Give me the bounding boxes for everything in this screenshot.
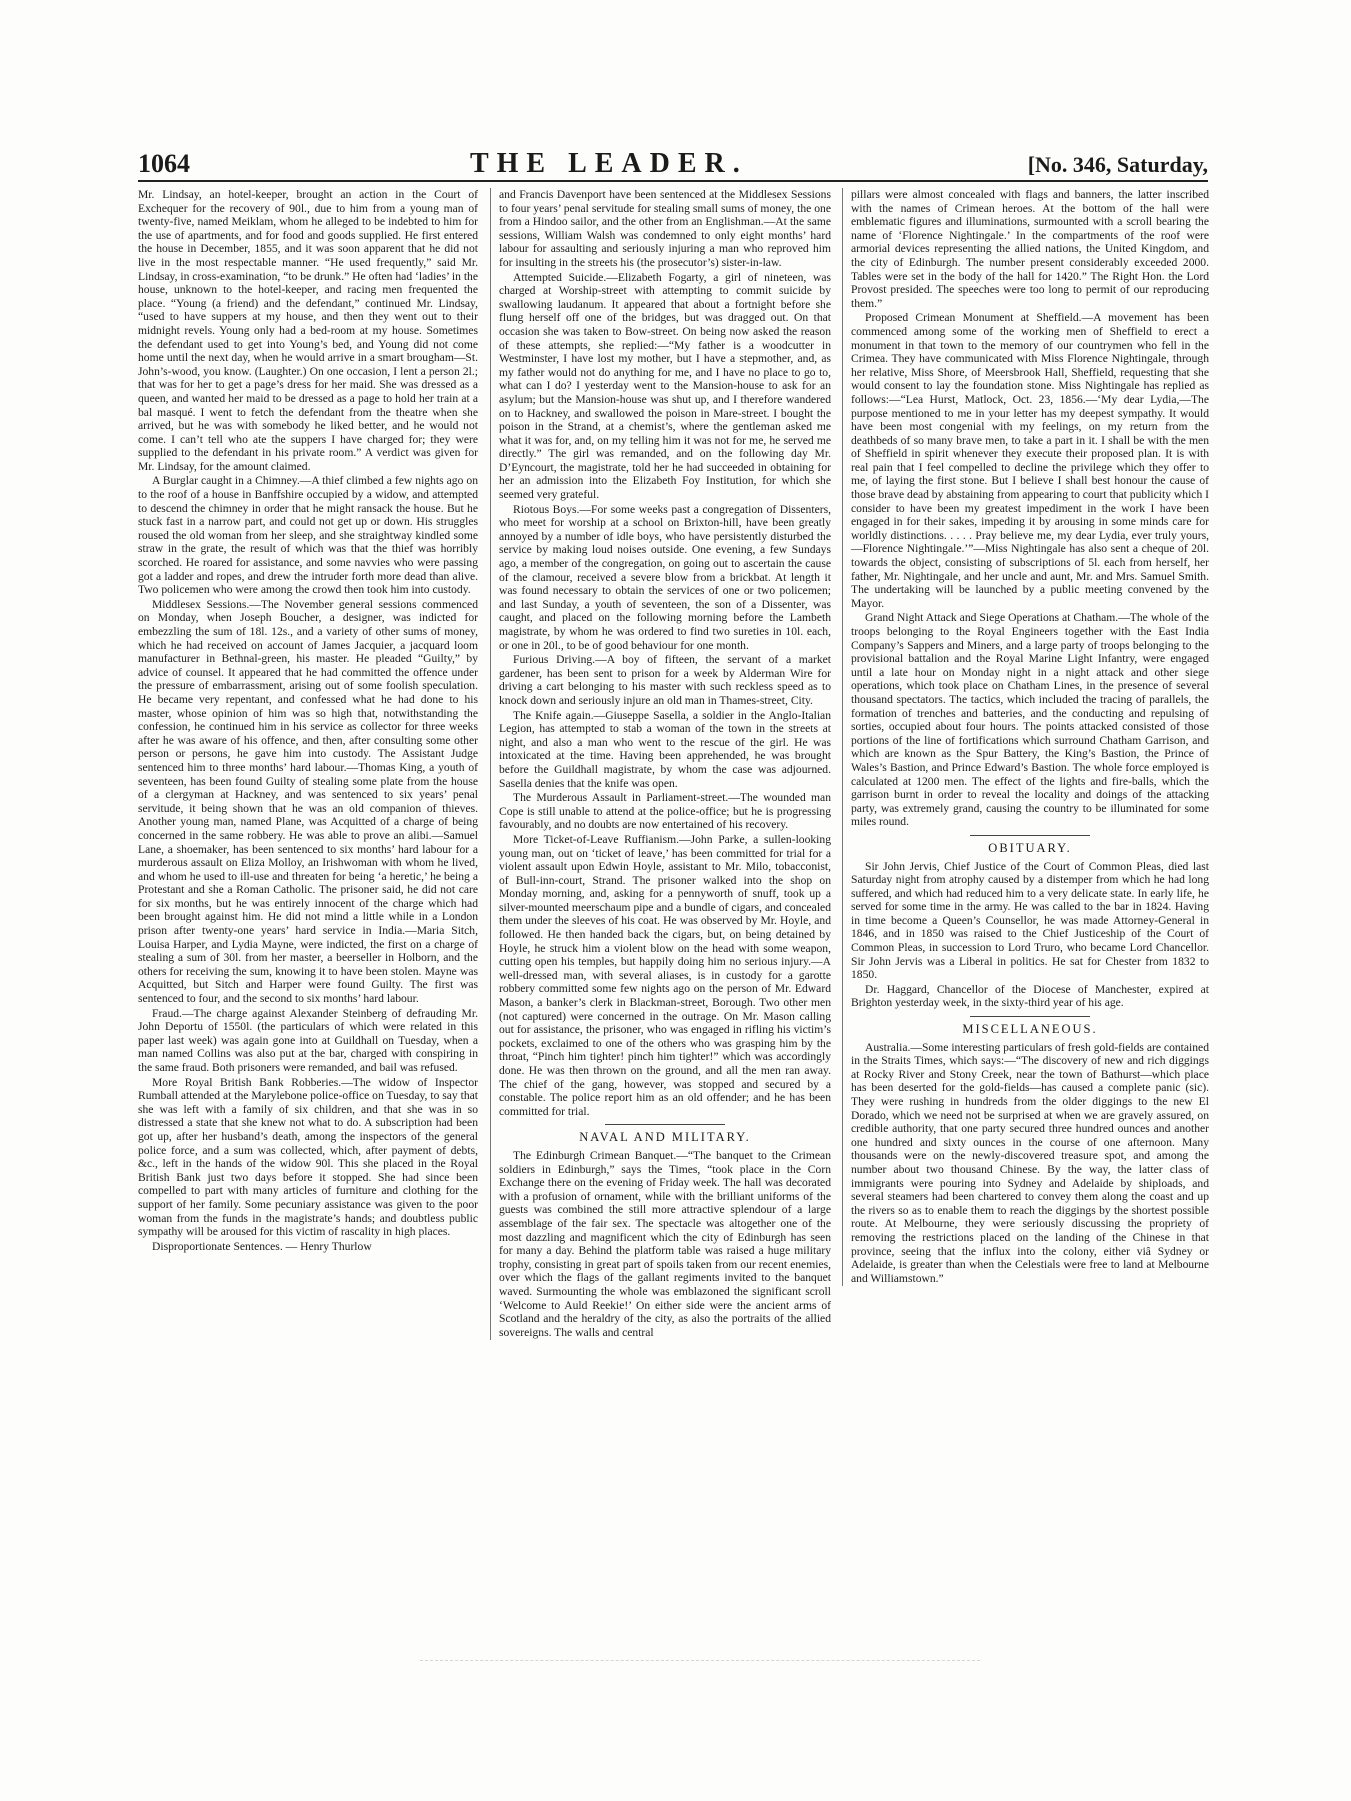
obituary-jervis: Sir John Jervis, Chief Justice of the Court of Common Pleas, died last Saturday night from atrophy caused by a distemper from which he had long suffered, and which had reduced him to a very delicate state. In early life, he served for some time in the army. He was called to the bar in 1824. Having in time become a Queen’s Counsellor, he was made Attorney-General in 1846, and in 1850 was raised to the Chief Justiceship of the Court of Common Pleas, in succession to Lord Truro, who became Lord Chancellor. Sir John Jervis was a Liberal in politics. He sat for Chester from 1832 to 1850. (851, 859, 1209, 982)
divider (970, 835, 1090, 836)
article-banquet-continued: pillars were almost concealed with flags and banners, the latter inscribed with the names of Crimean heroes. At the bottom of the hall were emblematic figures and illuminations, surmounted with a scroll bearing the name of ‘Florence Nightingale.’ In the compartments of the roof were armorial devices representing the allied nations, the United Kingdom, and the city of Edinburgh. The number present considerably exceeded 2000. Tables were set in the body of the hall for 1420.” The Right Hon. the Lord Provost presided. The speeches were too long to permit of our reproducing them.” (851, 188, 1209, 310)
divider (970, 1016, 1090, 1017)
scan-artifact (420, 1660, 980, 1665)
article-assault: The Murderous Assault in Parliament-street.—The wounded man Cope is still unable to attend at the police-office; but he is progressing favourably, and no doubts are now entertained of his recovery. (499, 791, 831, 832)
column-2 (490, 188, 831, 1340)
article-ruffianism: More Ticket-of-Leave Ruffianism.—John Parke, a sullen-looking young man, out on ‘ticket of leave,’ has been committed for trial for a violent assault upon Edwin Hoyle, assistant to Mr. Milo, tobacconist, of Bull-inn-court, Strand. The prisoner walked into the shop on Monday morning, and, asking for a pennyworth of snuff, took up a silver-mounted meerschaum pipe and a bundle of cigars, and concealed them under the sleeves of his coat. He was observed by Mr. Hoyle, and followed. He then handed back the cigars, but, on being detained by Hoyle, he struck him a violent blow on the head with some weapon, cutting open his temples, but happily doing him no serious injury.—A well-dressed man, with several aliases, is in custody for a garotte robbery committed some few nights ago on the person of Mr. Edward Mason, a banker’s clerk in Blackman-street, Borough. Two other men (not captured) were concerned in the outrage. On Mr. Mason calling out for assistance, the prisoner, who was engaged in rifling his victim’s pockets, exclaimed to one of the others who was grasping him by the throat, “Pinch him tighter! pinch him tighter!” which was accordingly done. He was then thrown on the ground, and all the men ran away. The chief of the gang, however, was stopped and secured by a constable. The police report him as an old offender; and he has been committed for trial. (499, 832, 831, 1118)
article-sentences: Disproportionate Sentences. — Henry Thurlow (152, 1239, 372, 1253)
section-heading-obituary: OBITUARY. (988, 840, 1072, 855)
article-furious-driving: Furious Driving.—A boy of fifteen, the servant of a market gardener, has been sent to prison for a week by Alderman Wire for driving a cart belonging to his master with such reckless speed as to knock down and seriously injure an old man in Thames-street, City. (499, 653, 831, 707)
article-lindsay: Mr. Lindsay, an hotel-keeper, brought an action in the Court of Exchequer for the recovery of 90l., due to him from a young man of twenty-five, named Meiklam, whom he alleged to be indebted to him for the use of apartments, and for food and goods supplied. He first entered the house in December, 1855, and it was soon apparent that he did not live in the most respectable manner. “He used frequently,” said Mr. Lindsay, in cross-examination, “to be drunk.” He often had ‘ladies’ in the house, unknown to the hotel-keeper, and racing men frequented the place. “Young (a friend) and the defendant,” continued Mr. Lindsay, “used to have suppers at my house, and then they went out to their midnight revels. Young only had a bed-room at my house. Sometimes the defendant used to get into Young’s bed, and Young did not come home until the next day, when he would arrive in a smart brougham—St. John’s-wood, you know. (Laughter.) On one occasion, I lent a person 2l.; that was for her to get a page’s dress for her maid. She was dressed as a queen, and wanted her maid to be dressed as a page to hold her train at a bal masqué. I went to fetch the defendant from the theatre when she arrived, but he was with somebody he liked better, and he would not come. I can’t tell who ate the suppers I have charged for; they were supplied to the defendant in his private room.” A verdict was given for Mr. Lindsay, for the amount claimed. (138, 188, 478, 473)
section-heading-naval: NAVAL AND MILITARY. (579, 1130, 751, 1145)
article-fraud: Fraud.—The charge against Alexander Steinberg of defrauding Mr. John Deportu of 1550l. (the particulars of which were related in this paper last week) was again gone into at Guildhall on Tuesday, when a man named Collins was also put at the bar, charged with conspiring in the same fraud. Both prisoners were remanded, and bail was refused. (138, 1006, 478, 1074)
article-knife: The Knife again.—Giuseppe Sasella, a soldier in the Anglo-Italian Legion, has attempted to stab a woman of the town in the streets at night, and also a man who went to the rescue of the girl. He was intoxicated at the time. Having been apprehended, he was brought before the Guildhall magistrate, by whom the case was adjourned. Sasella denies that the knife was open. (499, 708, 831, 790)
issue-info: [No. 346, Saturday, (1027, 152, 1208, 177)
article-banquet: The Edinburgh Crimean Banquet.—“The banquet to the Crimean soldiers in Edinburgh,” says the Times, “took place in the Corn Exchange there on the evening of Friday week. The hall was decorated with a profusion of ornament, while with the brilliant uniforms of the guests was combined the still more attractive splendour of a large assemblage of the fair sex. The spectacle was altogether one of the most dazzling and magnificent which the city of Edinburgh has seen for many a day. Behind the platform table was raised a huge military trophy, consisting in great part of spoils taken from our recent enemies, over which the flags of the gallant regiments invited to the banquet waved. Surmounting the whole was emblazoned the significant scroll ‘Welcome to Auld Reekie!’ On either side were the ancient arms of Scotland and the heraldry of the city, as also the portraits of the allied sovereigns. The walls and central (499, 1148, 831, 1339)
section-heading-misc: MISCELLANEOUS. (962, 1022, 1098, 1037)
article-suicide: Attempted Suicide.—Elizabeth Fogarty, a girl of nineteen, was charged at Worship-street with attempting to commit suicide by swallowing laudanum. It appeared that about a fortnight before she flung herself off one of the bridges, but was dragged out. On that occasion she was taken to Bow-street. On being now asked the reason of these attempts, she replied:—“My father is a woodcutter in Westminster, I have lost my mother, but I have a stepmother, and, as my father would not do anything for me, and I have no place to go to, what can I do? I yesterday went to the Mansion-house to ask for an asylum; but the Mansion-house was shut up, and I therefore wandered on to Hackney, and swallowed the poison in Mare-street. I bought the poison in the Strand, at a chemist’s, where the gentleman asked me what it was for, and, on my telling him it was not for me, he served me directly.” The girl was remanded, and on the following day Mr. D’Eyncourt, the magistrate, told her he had succeeded in obtaining for her an admission into the Elizabeth Foy Institution, for which she seemed very grateful. (499, 270, 831, 502)
article-australia: Australia.—Some interesting particulars of fresh gold-fields are contained in the Straits Times, which says:—“The discovery of new and rich diggings at Rocky River and Stony Creek, near the town of Bathurst—which place has been deserted for the gold-fields—has caused a complete panic (sic). They were rushing in hundreds from the older diggings to the new El Dorado, which we need not be surprised at when we are gravely assured, on credible authority, that one party secured three hundred ounces and another one hundred and sixty ounces in the course of one afternoon. Many thousands were on the newly-discovered treasure spot, and among the number about two thousand Chinese. By the way, the latter class of immigrants were pouring into Sydney and Adelaide by shiploads, and several steamers had been chartered to convey them along the coast and up the rivers so as to enable them to reach the diggings by the shortest possible route. At Melbourne, they were seriously discussing the propriety of removing the restrictions placed on the landing of the Chinese in that province, seeing that the influx into the colony, either viâ Sydney or Adelaide, is greater than when the Celestials were free to land at Melbourne and Williamstown.” (851, 1040, 1209, 1285)
article-middlesex: Middlesex Sessions.—The November general sessions commenced on Monday, when Joseph Boucher, a designer, was indicted for embezzling the sum of 18l. 12s., and a variety of other sums of money, which he had received on account of James Jacquier, a jacquard loom manufacturer in Bethnal-green, his master. He pleaded “Guilty,” by advice of counsel. It appeared that he had committed the offence under the pressure of embarrassment, arising out of some foolish speculation. He became very repentant, and confessed what he had done to his master, whose opinion of him was so high that, notwithstanding the confession, he continued him in his service as collector for three weeks after he was aware of his offence, and then, after consulting some other person or persons, he gave him into custody. The Assistant Judge sentenced him to three months’ hard labour.—Thomas King, a youth of seventeen, has been found Guilty of stealing some plate from the house of a clergyman at Hackney, and was sentenced to six years’ penal servitude, it being shown that he was an old companion of thieves. Another young man, named Plane, was Acquitted of a charge of being concerned in the same robbery. He was able to prove an alibi.—Samuel Lane, a shoemaker, has been sentenced to six months’ hard labour for a murderous assault on Eliza Molloy, an Irishwoman with whom he lived, and whom he used to ill-use and threaten for being ‘a heretic,’ he being a Protestant and she a Roman Catholic. The prisoner said, he did not care for six months, but he was entirely innocent of the charge which had been brought against him. He did not mind a little while in a London prison after twenty-one years’ hard service in India.—Maria Sitch, Louisa Harper, and Lydia Mayne, were indicted, the first on a charge of stealing a sum of 30l. from her master, a beerseller in Holborn, and the others for receiving the sum, knowing it to have been stolen. Mayne was Acquitted, but Sitch and Harper were found Guilty. The first was sentenced to four, and the second to six months’ hard labour. (138, 597, 478, 1006)
article-bank-robberies: More Royal British Bank Robberies.—The widow of Inspector Rumball attended at the Marylebone police-office on Tuesday, to say that she was left with a family of six children, and that she was in so distressed a state that she knew not what to do. A subscription had been got up, after her husband’s death, among the inspectors of the general police force, and a sum was collected, which, after payment of debts, &c., left in the hands of the widow 90l. This she placed in the Royal British Bank just two days before it stopped. She had since been compelled to part with many articles of furniture and clothing for the support of her family. Some pecuniary assistance was given to the poor woman from the funds in the magistrate’s hands; and doubtless public sympathy will be aroused for this victim of rascality in high places. (138, 1075, 478, 1239)
page-header (138, 148, 1208, 182)
column-1 (138, 188, 478, 1254)
article-chatham: Grand Night Attack and Siege Operations at Chatham.—The whole of the troops belonging to the Royal Engineers together with the East India Company’s Sappers and Miners, and a large party of troops belonging to the provisional battalion and the Royal Marine Light Infantry, were engaged until a late hour on Monday night in a night attack and other siege operations, which took place on Chatham Lines, in the presence of several thousand spectators. The tactics, which included the tracing of parallels, the formation of trenches and batteries, and the conducting and repulsing of sorties, occupied about four hours. The points attacked consisted of those portions of the line of fortifications which surround Chatham Garrison, and which are known as the Spur Battery, the King’s Bastion, the Prince of Wales’s Bastion, and Prince Edward’s Bastion. The whole force employed is calculated at 1200 men. The effect of the lights and fire-balls, which the garrison burnt in order to reveal the locality and doings of the attacking party, was extremely grand, causing the country to be illuminated for some miles round. (851, 611, 1209, 829)
obituary-haggard: Dr. Haggard, Chancellor of the Diocese of Manchester, expired at Brighton yesterday week, in the sixty-third year of his age. (851, 982, 1209, 1010)
page-number: 1064 (138, 149, 190, 178)
masthead: THE LEADER. (469, 148, 748, 179)
divider (605, 1124, 725, 1125)
article-continued: and Francis Davenport have been sentenced at the Middlesex Sessions to four years’ penal servitude for stealing small sums of money, the one from a Hindoo sailor, and the other from an Englishman.—At the same sessions, William Walsh was condemned to only eight months’ hard labour for assaulting and seriously injuring a man who reproved him for insulting in the streets his (the prosecutor’s) sister-in-law. (499, 188, 831, 269)
article-monument: Proposed Crimean Monument at Sheffield.—A movement has been commenced among some of the working men of Sheffield to erect a monument in that town to the memory of our countrymen who fell in the Crimea. They have communicated with Miss Florence Nightingale, through her relative, Miss Shore, of Meersbrook Hall, Sheffield, requesting that she would consent to lay the foundation stone. Miss Nightingale has replied as follows:—“Lea Hurst, Matlock, Oct. 23, 1856.—‘My dear Lydia,—The purpose mentioned to me in your letter has my deepest sympathy. It would have been most congenial with my feelings, on my return from the deathbeds of so many brave men, to take a part in it. I shall be with the men of Sheffield in spirit whenever they execute their proposed plan. It is with real pain that I feel compelled to decline the privilege which they offer to me, of laying the first stone. But I believe I shall best honour the cause of those brave dead by abstaining from appearing to court that publicity which I consider to have been my greatest impediment in the work I have been engaged in for their sakes, impeding it by arousing in some minds care for worldly distinctions. . . . . Pray believe me, my dear Lydia, ever truly yours,—Florence Nightingale.’”—Miss Nightingale has also sent a cheque of 20l. towards the object, consisting of subscriptions of 5l. each from herself, her father, Mr. Nightingale, and her uncle and aunt, Mr. and Mrs. Samuel Smith. The undertaking will be launched by a public meeting convened by the Mayor. (851, 311, 1210, 610)
article-burglar: A Burglar caught in a Chimney.—A thief climbed a few nights ago on to the roof of a house in Banffshire occupied by a widow, and attempted to descend the chimney in order that he might ransack the house. But he stuck fast in a narrow part, and could not get up or down. His struggles roused the old woman from her sleep, and she straightway kindled some straw in the grate, the result of which was that the thief was horribly scorched. He roared for assistance, and some navvies who were passing got a ladder and ropes, and drew the intruder forth more dead than alive. Two policemen who were among the crowd then took him into custody. (138, 474, 478, 597)
column-3 (842, 188, 1209, 1286)
article-riotous-boys: Riotous Boys.—For some weeks past a congregation of Dissenters, who meet for worship at a school on Brixton-hill, have been greatly annoyed by a number of idle boys, who have persistently disturbed the service by making loud noises outside. One evening, a few Sundays ago, a member of the congregation, on going out to ascertain the cause of the clamour, received a severe blow from a brickbat. At length it was found necessary to obtain the services of one or two policemen; and last Sunday, a youth of seventeen, the son of a Dissenter, was caught, and placed on the following morning before the Lambeth magistrate, by whom he was ordered to find two sureties in 10l. each, or one in 20l., to be of good behaviour for one month. (499, 502, 831, 652)
